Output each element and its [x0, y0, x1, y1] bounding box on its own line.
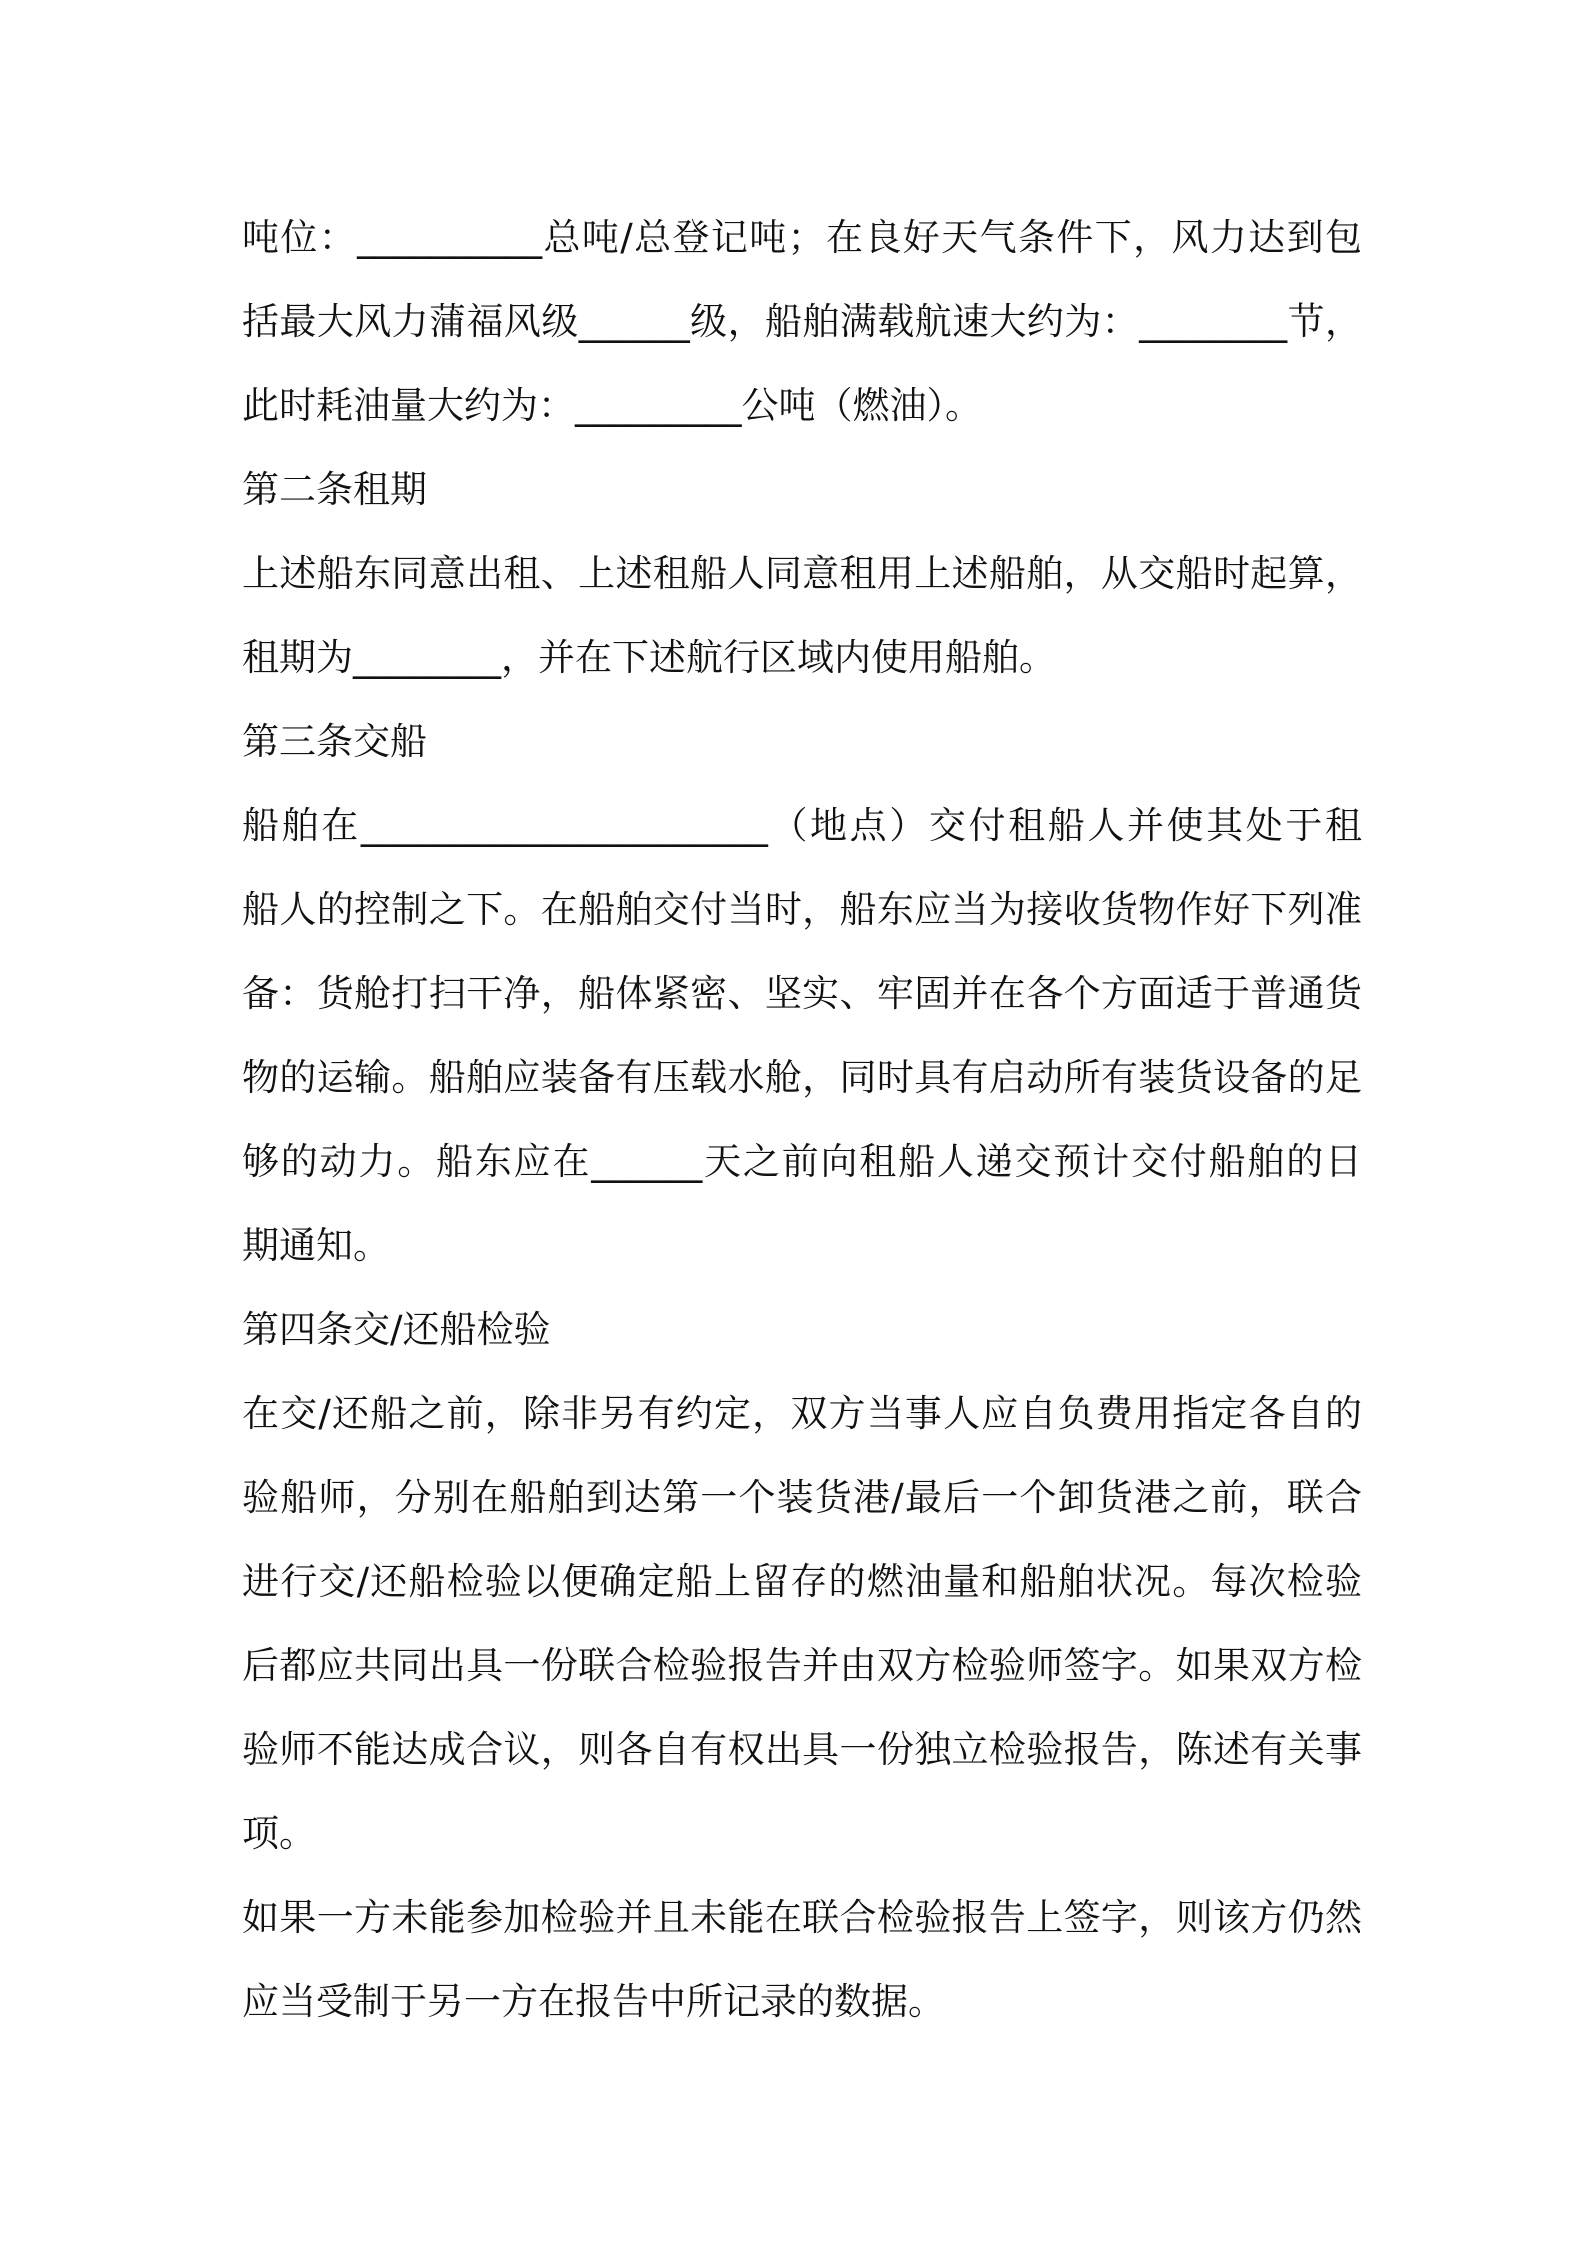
section-heading: 第二条租期 [242, 468, 427, 511]
body-text-line: 船人的控制之下。在船舶交付当时，船东应当为接收货物作好下列准 [242, 888, 1362, 931]
body-text-line: 进行交/还船检验以便确定船上留存的燃油量和船舶状况。每次检验 [242, 1560, 1362, 1603]
body-text-line: 后都应共同出具一份联合检验报告并由双方检验师签字。如果双方检 [242, 1644, 1362, 1687]
body-text-line: 上述船东同意出租、上述租船人同意租用上述船舶，从交船时起算， [242, 552, 1362, 595]
body-text-line: 吨位：__________总吨/总登记吨；在良好天气条件下，风力达到包 [242, 216, 1362, 259]
body-text-line: 应当受制于另一方在报告中所记录的数据。 [242, 1980, 945, 2023]
body-text-line: 够的动力。船东应在______天之前向租船人递交预计交付船舶的日 [242, 1140, 1362, 1183]
body-text-line: 船舶在______________________（地点）交付租船人并使其处于租 [242, 804, 1362, 847]
section-heading: 第四条交/还船检验 [242, 1308, 551, 1351]
body-text-line: 此时耗油量大约为：_________公吨（燃油）。 [242, 384, 982, 427]
body-text-line: 验船师，分别在船舶到达第一个装货港/最后一个卸货港之前，联合 [242, 1476, 1362, 1519]
body-text-line: 租期为________，并在下述航行区域内使用船舶。 [242, 636, 1056, 679]
body-text-line: 物的运输。船舶应装备有压载水舱，同时具有启动所有装货设备的足 [242, 1056, 1362, 1099]
body-text-line: 验师不能达成合议，则各自有权出具一份独立检验报告，陈述有关事 [242, 1728, 1362, 1771]
body-text-line: 在交/还船之前，除非另有约定，双方当事人应自负费用指定各自的 [242, 1392, 1362, 1435]
body-text-line: 项。 [242, 1812, 316, 1855]
body-text-line: 备：货舱打扫干净，船体紧密、坚实、牢固并在各个方面适于普通货 [242, 972, 1362, 1015]
body-text-line: 如果一方未能参加检验并且未能在联合检验报告上签字，则该方仍然 [242, 1896, 1362, 1939]
body-text-line: 括最大风力蒲福风级______级，船舶满载航速大约为：________节， [242, 300, 1362, 343]
document-body [242, 196, 1362, 2044]
body-text-line: 期通知。 [242, 1224, 390, 1267]
section-heading: 第三条交船 [242, 720, 427, 763]
